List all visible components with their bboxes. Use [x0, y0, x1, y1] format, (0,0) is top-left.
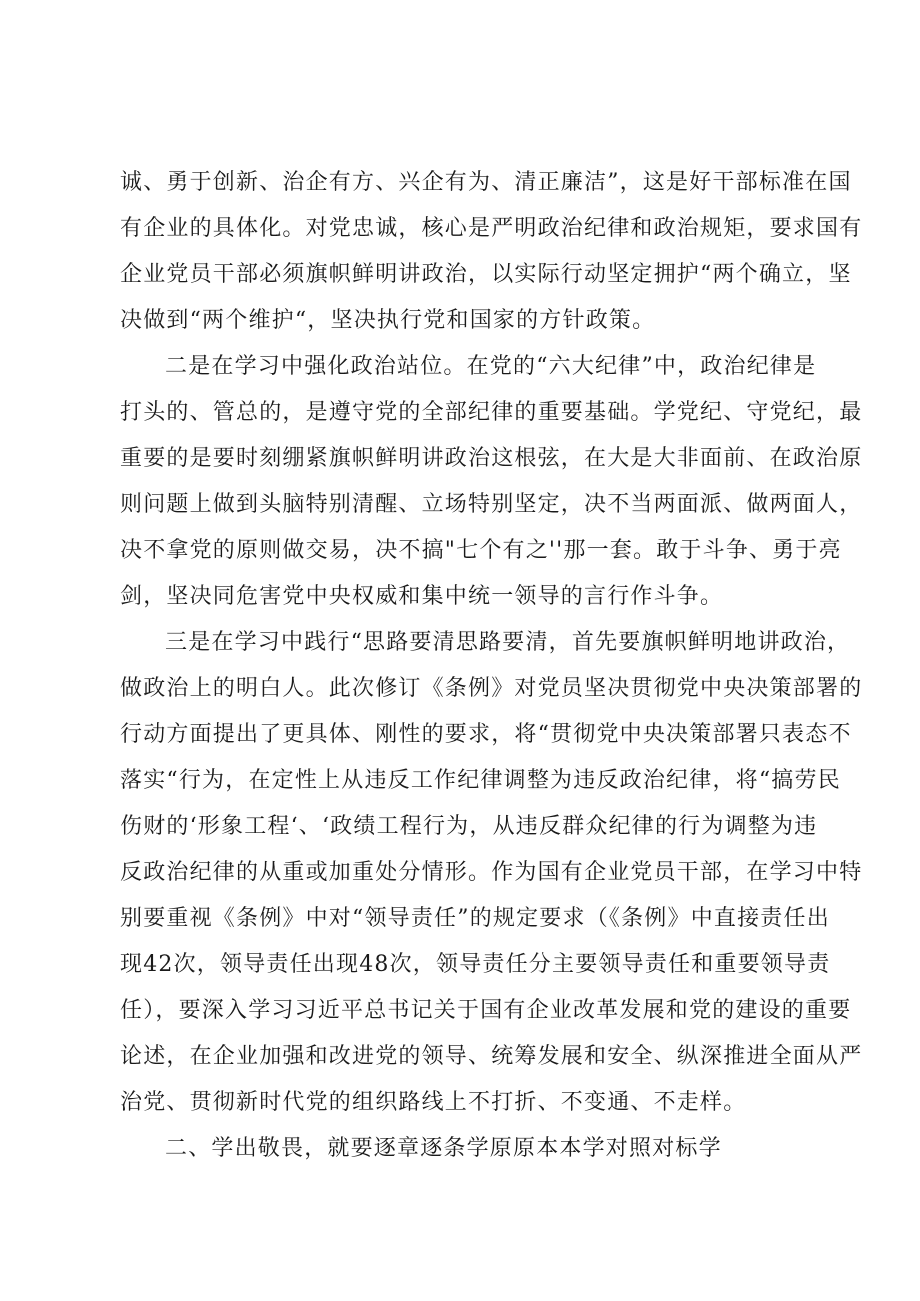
text-line: 诚、勇于创新、治企有方、兴企有为、清正廉洁”，这是好干部标准在国 — [120, 170, 852, 195]
text-line: 决不拿党的原则做交易，决不搞"七个有之''那一套。敢于斗争、勇于亮 — [120, 538, 842, 563]
text-line: 论述，在企业加强和改进党的领导、统筹发展和安全、纵深推进全面从严 — [120, 1044, 863, 1069]
text-line: 打头的、管总的，是遵守党的全部纪律的重要基础。学党纪、守党纪，最 — [120, 400, 863, 425]
text-line: 剑，坚决同危害党中央权威和集中统一领导的言行作斗争。 — [120, 584, 724, 609]
text-line: 二是在学习中强化政治站位。在党的“六大纪律”中，政治纪律是 — [165, 354, 817, 379]
text-line: 现42次，领导责任出现48次，领导责任分主要领导责任和重要领导责 — [120, 952, 831, 977]
text-line: 决做到“两个维护“，坚决执行党和国家的方针政策。 — [120, 308, 656, 333]
text-line: 企业党员干部必须旗帜鲜明讲政治，以实际行动坚定拥护“两个确立，坚 — [120, 262, 852, 287]
text-line: 伤财的‘形象工程‘、‘政绩工程行为，从违反群众纪律的行为调整为违 — [120, 814, 818, 839]
text-line: 别要重视《条例》中对“领导责任”的规定要求（《条例》中直接责任出 — [120, 906, 830, 931]
text-line: 三是在学习中践行“思路要清思路要清，首先要旗帜鲜明地讲政治， — [165, 630, 851, 655]
text-line: 治党、贯彻新时代党的组织路线上不打折、不变通、不走样。 — [120, 1090, 747, 1115]
text-line: 则问题上做到头脑特别清醒、立场特别坚定，决不当两面派、做两面人， — [120, 492, 863, 517]
text-line: 反政治纪律的从重或加重处分情形。作为国有企业党员干部，在学习中特 — [120, 860, 863, 885]
text-line: 任），要深入学习习近平总书记关于国有企业改革发展和党的建设的重要 — [120, 998, 852, 1023]
section-heading: 二、学出敬畏，就要逐章逐条学原原本本学对照对标学 — [165, 1136, 722, 1161]
text-line: 行动方面提出了更具体、刚性的要求，将“贯彻党中央决策部署只表态不 — [120, 722, 852, 747]
text-line: 落实“行为，在定性上从违反工作纪律调整为违反政治纪律，将“搞劳民 — [120, 768, 841, 793]
text-line: 重要的是要时刻绷紧旗帜鲜明讲政治这根弦，在大是大非面前、在政治原 — [120, 446, 863, 471]
text-line: 做政治上的明白人。此次修订《条例》对党员坚决贯彻党中央决策部署的 — [120, 676, 863, 701]
text-line: 有企业的具体化。对党忠诚，核心是严明政治纪律和政治规矩，要求国有 — [120, 216, 863, 241]
